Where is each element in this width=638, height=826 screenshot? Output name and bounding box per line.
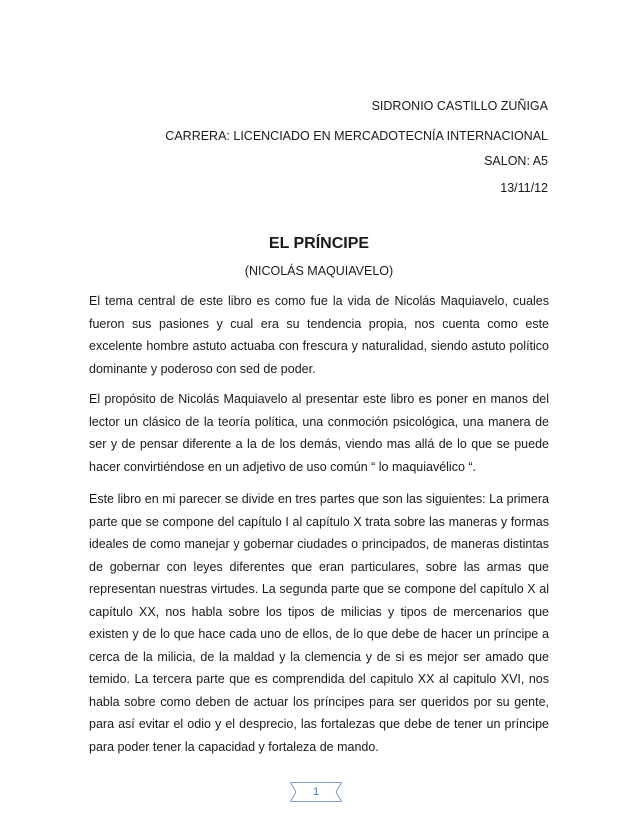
document-title: EL PRÍNCIPE	[268, 235, 370, 252]
document-body	[89, 290, 549, 758]
document-subtitle: (NICOLÁS MAQUIAVELO)	[244, 264, 394, 278]
page-number-box	[290, 782, 342, 802]
page-number: 1	[312, 786, 320, 798]
date-line: 13/11/12	[500, 181, 548, 195]
salon-line: SALON: A5	[484, 154, 548, 168]
paragraph: El tema central de este libro es como fue la vida de Nicolás Maquiavelo, cuales fueron sus pasiones y cual era su tendencia propia, nos cuenta como este excelente hombre astuto actuaba con frescura y naturalidad, siendo astuto político dominante y poderoso con sed de poder.	[89, 294, 549, 376]
paragraph: El propósito de Nicolás Maquiavelo al presentar este libro es poner en manos del lector un clásico de la teoría política, una conmoción psicológica, una manera de ser y de pensar diferente a la de los demás, viendo mas allá de lo que se puede hacer convirtiéndose en un adjetivo de uso común “ lo maquiavélico “.	[89, 392, 549, 474]
author-name: SIDRONIO CASTILLO ZUÑIGA	[371, 99, 548, 113]
paragraph: Este libro en mi parecer se divide en tres partes que son las siguientes: La primera parte que se compone del capítulo I al capítulo X trata sobre las maneras y formas ideales de como manejar y gobernar ciudades o principados, de maneras distintas de gobernar con leyes diferentes que eran particulares, sobre las armas que representan nuestras virtudes. La segunda parte que se compone del capítulo X al capítulo XX, nos habla sobre los tipos de milicias y tipos de mercenarios que existen y de lo que hace cada uno de ellos, de lo que debe de hacer un príncipe a cerca de la milicia, de la maldad y la clemencia y de si es mejor ser amado que temido. La tercera parte que es comprendida del capitulo XX al capitulo XVI, nos habla sobre como deben de actuar los príncipes para ser queridos por su gente, para así evitar el odio y el desprecio, las fortalezas que debe de tener un príncipe para poder tener la capacidad y fortaleza de mando.	[89, 492, 549, 754]
career-line: CARRERA: LICENCIADO EN MERCADOTECNÍA INTERNACIONAL	[165, 129, 548, 143]
